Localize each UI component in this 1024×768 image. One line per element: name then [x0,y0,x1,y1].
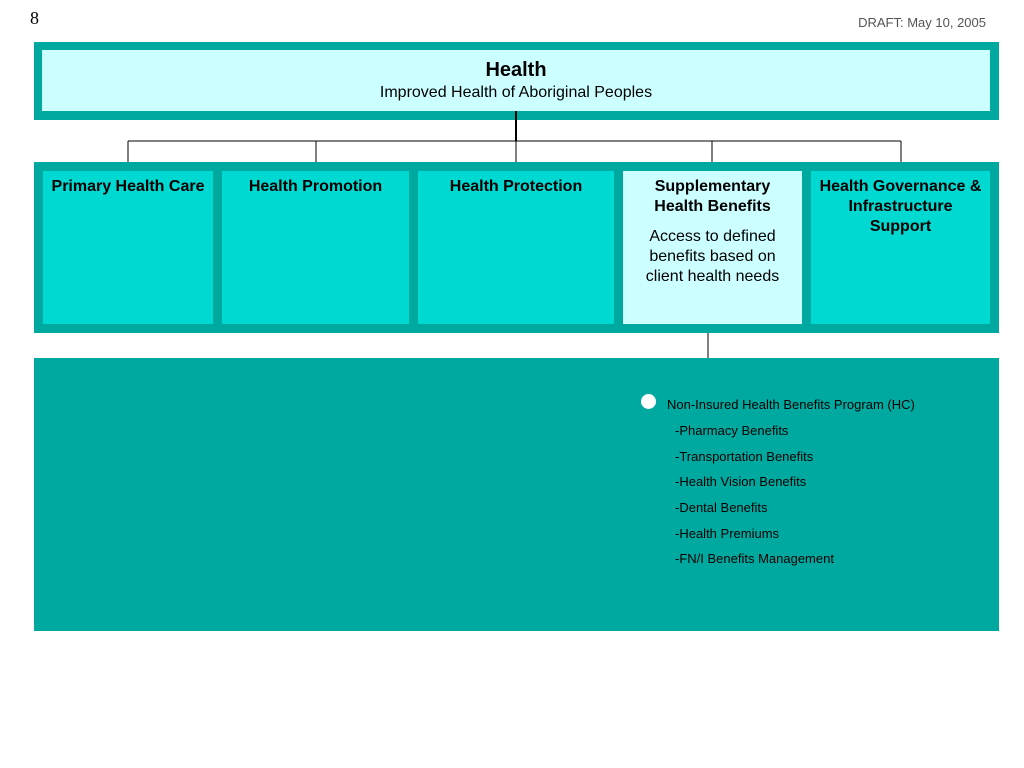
pillar-health-promotion [222,171,409,324]
root-subtitle: Improved Health of Aboriginal Peoples [379,84,653,101]
program-component: -Health Premiums [675,525,780,541]
pillar-title: Primary Health Care [51,178,205,195]
program-component: -Transportation Benefits [675,448,814,464]
program-name: Non-Insured Health Benefits Program (HC) [667,397,915,412]
root-node [42,50,990,111]
pillar-title: Health Governance & Infrastructure Support [819,178,982,235]
page-number: 8 [30,8,39,28]
pillar-health-protection [418,171,614,324]
bullet-icon [641,394,656,409]
pillar-supplementary-health-benefits [623,171,802,324]
program-components [675,423,834,577]
pillar-health-governance [811,171,990,324]
program-component: -Health Vision Benefits [675,474,807,490]
pillar-description: Access to defined benefits based on client health needs [645,228,780,285]
root-title: Health [485,59,547,81]
program-component: -Dental Benefits [675,500,768,516]
draft-date-label: DRAFT: May 10, 2005 [858,15,986,30]
program-component: -FN/I Benefits Management [675,551,834,567]
pillar-primary-health-care [43,171,213,324]
pillar-title: Health Promotion [248,178,383,195]
pillar-title: Supplementary Health Benefits [654,178,771,215]
program-component: -Pharmacy Benefits [675,423,789,438]
pillar-title: Health Protection [449,178,583,195]
